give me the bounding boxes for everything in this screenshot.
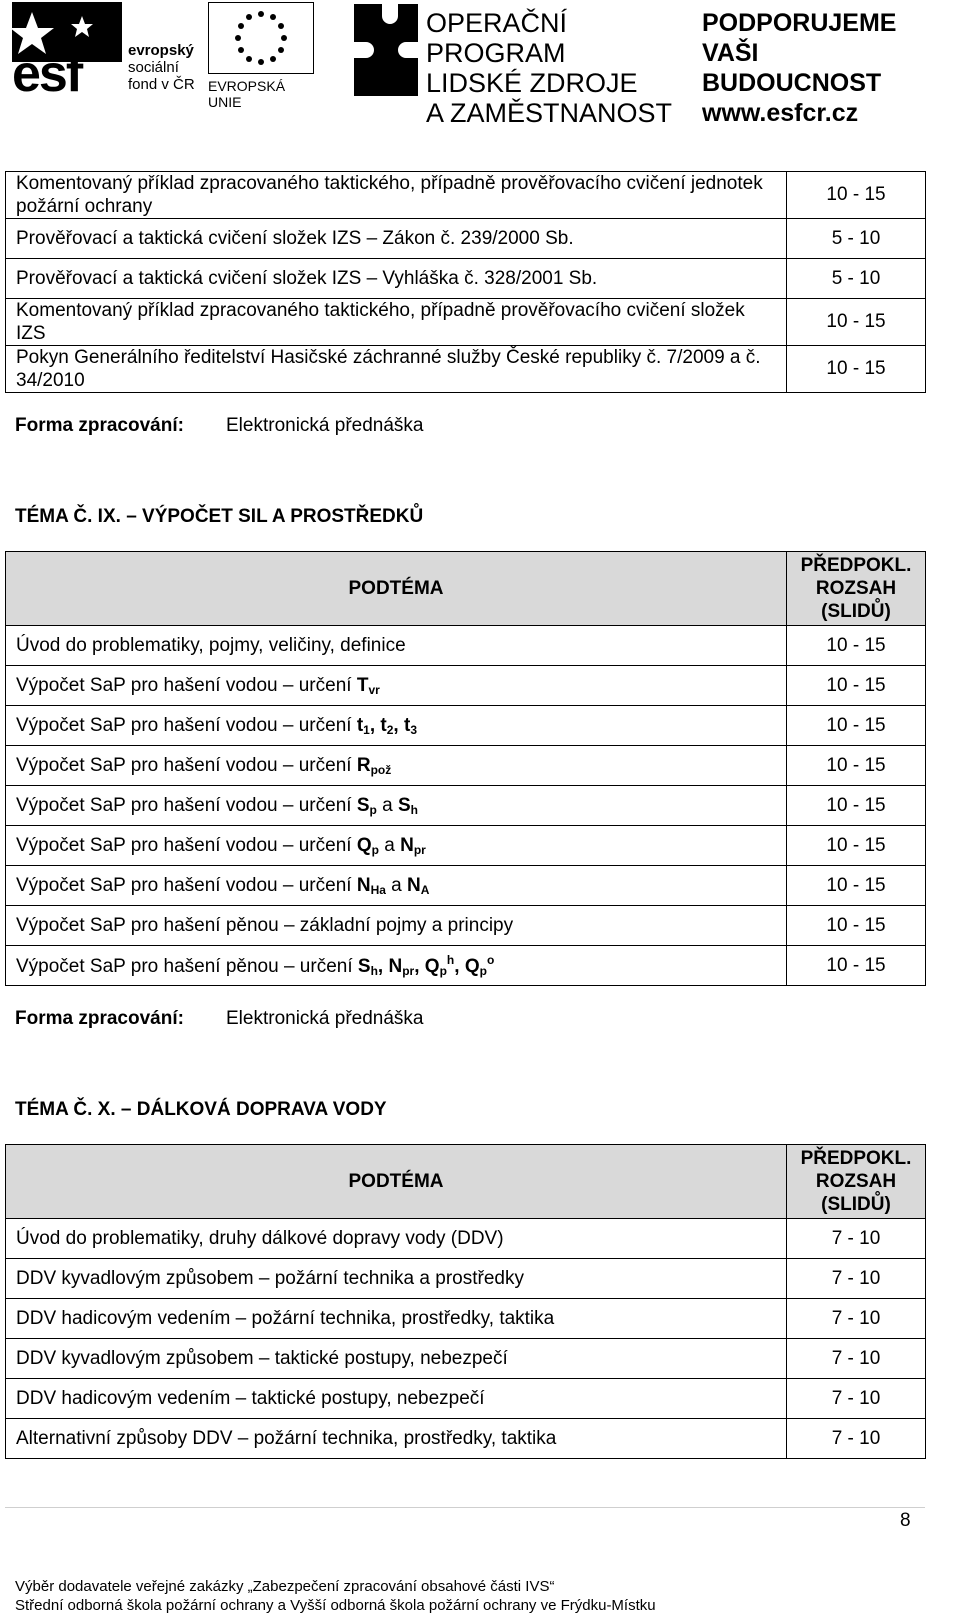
table-row: [6, 346, 926, 393]
esf-text-3: fond v ČR: [128, 76, 195, 93]
column-header-slides-1: PŘEDPOKL.: [800, 1148, 912, 1169]
table-cell-topic: Výpočet SaP pro hašení vodou – určení $N_{Ha}$ a $N_A$: [6, 866, 787, 906]
table-cell-topic: Výpočet SaP pro hašení vodou – určení $t_1$, $t_2$, $t_3$: [6, 706, 787, 746]
table-row: [6, 172, 926, 219]
forma-value: Elektronická přednáška: [226, 415, 424, 436]
table-row: [6, 906, 926, 946]
table-cell-slides: 10 - 15: [787, 626, 926, 666]
esf-logo: [12, 2, 202, 103]
op-title-1: OPERAČNÍ PROGRAM: [426, 8, 568, 68]
forma-zpracovani-1: [15, 415, 424, 437]
topic-10-title: TÉMA Č. X. – DÁLKOVÁ DOPRAVA VODY: [15, 1099, 387, 1120]
op-title-2: LIDSKÉ ZDROJE: [426, 68, 638, 98]
table-cell-slides: 10 - 15: [787, 906, 926, 946]
table-cell-slides: 10 - 15: [787, 946, 926, 986]
table-cell-topic: Výpočet SaP pro hašení vodou – určení $S_p$ a $S_h$: [6, 786, 787, 826]
table-row: [6, 299, 926, 346]
column-header-slides-2: ROZSAH: [815, 1171, 897, 1192]
table-cell-topic: DDV hadicovým vedením – taktické postupy, nebezpečí: [6, 1379, 787, 1419]
table-cell-slides: 10 - 15: [787, 299, 926, 346]
table-cell-slides: 5 - 10: [787, 259, 926, 299]
table-cell-slides: 5 - 10: [787, 219, 926, 259]
table-header-row: [6, 552, 926, 626]
topic-9-title: TÉMA Č. IX. – VÝPOČET SIL A PROSTŘEDKŮ: [15, 506, 424, 527]
table-topic-8-continued: [5, 171, 926, 393]
header-logos: [0, 0, 960, 128]
table-cell-slides: 7 - 10: [787, 1219, 926, 1259]
table-cell-topic: Alternativní způsoby DDV – požární technika, prostředky, taktika: [6, 1419, 787, 1459]
table-cell-topic: DDV kyvadlovým způsobem – taktické postupy, nebezpečí: [6, 1339, 787, 1379]
slogan-block: [702, 8, 942, 127]
table-row: [6, 746, 926, 786]
table-header-row: [6, 1145, 926, 1219]
table-row: [6, 219, 926, 259]
table-cell-topic: Výpočet SaP pro hašení vodou – určení $Q_p$ a $N_{pr}$: [6, 826, 787, 866]
table-cell-slides: 10 - 15: [787, 866, 926, 906]
table-row: [6, 1219, 926, 1259]
table-row: [6, 666, 926, 706]
table-cell-slides: 10 - 15: [787, 172, 926, 219]
table-cell-topic: Výpočet SaP pro hašení vodou – určení $R_{pož}$: [6, 746, 787, 786]
table-cell-slides: 10 - 15: [787, 826, 926, 866]
table-cell-topic: Pokyn Generálního ředitelství Hasičské záchranné služby České republiky č. 7/2009 a č. 34/2010: [6, 346, 787, 393]
column-header-slides: [787, 1145, 926, 1219]
eu-logo: [208, 2, 316, 110]
column-header-subtopic: PODTÉMA: [6, 552, 787, 626]
table-row: [6, 1419, 926, 1459]
table-cell-topic: DDV kyvadlovým způsobem – požární technika a prostředky: [6, 1259, 787, 1299]
eu-text: EVROPSKÁ UNIE: [208, 78, 286, 110]
table-cell-slides: 7 - 10: [787, 1339, 926, 1379]
table-cell-topic: Výpočet SaP pro hašení pěnou – určení $S_h$, $N_{pr}$, $Q_p^h$, $Q_p^o$: [6, 946, 787, 986]
op-title-3: A ZAMĚSTNANOST: [426, 98, 673, 128]
table-row: [6, 626, 926, 666]
forma-zpracovani-2: [15, 1008, 424, 1030]
table-cell-topic: Komentovaný příklad zpracovaného taktického, případně prověřovacího cvičení jednotek požární ochrany: [6, 172, 787, 219]
table-cell-slides: 7 - 10: [787, 1419, 926, 1459]
esf-text-2: sociální: [128, 59, 179, 76]
column-header-slides-3: (SLIDŮ): [821, 601, 891, 622]
eu-flag-icon: [208, 2, 314, 74]
forma-value: Elektronická přednáška: [226, 1008, 424, 1029]
table-cell-slides: 10 - 15: [787, 746, 926, 786]
table-cell-topic: Výpočet SaP pro hašení vodou – určení $T_{vr}$: [6, 666, 787, 706]
table-cell-topic: Výpočet SaP pro hašení pěnou – základní pojmy a principy: [6, 906, 787, 946]
table-topic-9: [5, 551, 926, 986]
table-cell-slides: 7 - 10: [787, 1259, 926, 1299]
column-header-subtopic: PODTÉMA: [6, 1145, 787, 1219]
table-row: [6, 786, 926, 826]
table-row: [6, 259, 926, 299]
table-row: [6, 706, 926, 746]
website: www.esfcr.cz: [702, 99, 859, 127]
forma-label: Forma zpracování:: [15, 415, 184, 436]
column-header-slides-2: ROZSAH: [815, 578, 897, 599]
column-header-slides-1: PŘEDPOKL.: [800, 555, 912, 576]
puzzle-icon: [352, 2, 420, 98]
esf-text-1: evropský: [128, 42, 194, 59]
table-cell-topic: Prověřovací a taktická cvičení složek IZS – Vyhláška č. 328/2001 Sb.: [6, 259, 787, 299]
table-cell-topic: Úvod do problematiky, druhy dálkové dopravy vody (DDV): [6, 1219, 787, 1259]
footer-line-2: Střední odborná škola požární ochrany a Vyšší odborná škola požární ochrany ve Frýdku-Místku: [15, 1597, 656, 1614]
table-row: [6, 1339, 926, 1379]
table-cell-topic: Úvod do problematiky, pojmy, veličiny, definice: [6, 626, 787, 666]
forma-label: Forma zpracování:: [15, 1008, 184, 1029]
table-cell-slides: 10 - 15: [787, 346, 926, 393]
table-row: [6, 946, 926, 986]
table-topic-10: [5, 1144, 926, 1459]
table-cell-topic: Prověřovací a taktická cvičení složek IZS – Zákon č. 239/2000 Sb.: [6, 219, 787, 259]
table-row: [6, 826, 926, 866]
table-cell-topic: Komentovaný příklad zpracovaného taktického, případně prověřovacího cvičení složek IZS: [6, 299, 787, 346]
table-cell-slides: 10 - 15: [787, 706, 926, 746]
table-row: [6, 1259, 926, 1299]
footer-divider: [5, 1507, 925, 1508]
op-logo: [352, 2, 692, 128]
table-row: [6, 866, 926, 906]
table-row: [6, 1299, 926, 1339]
table-cell-slides: 10 - 15: [787, 786, 926, 826]
slogan-2: VAŠI BUDOUCNOST: [702, 39, 882, 97]
page-number: 8: [900, 1510, 911, 1531]
esf-letters: esf: [12, 45, 82, 103]
table-cell-slides: 7 - 10: [787, 1379, 926, 1419]
table-cell-slides: 7 - 10: [787, 1299, 926, 1339]
column-header-slides-3: (SLIDŮ): [821, 1194, 891, 1215]
table-cell-slides: 10 - 15: [787, 666, 926, 706]
column-header-slides: [787, 552, 926, 626]
table-row: [6, 1379, 926, 1419]
table-cell-topic: DDV hadicovým vedením – požární technika, prostředky, taktika: [6, 1299, 787, 1339]
footer-line-1: Výběr dodavatele veřejné zakázky „Zabezpečení zpracování obsahové části IVS“: [15, 1578, 555, 1595]
slogan-1: PODPORUJEME: [702, 9, 897, 37]
